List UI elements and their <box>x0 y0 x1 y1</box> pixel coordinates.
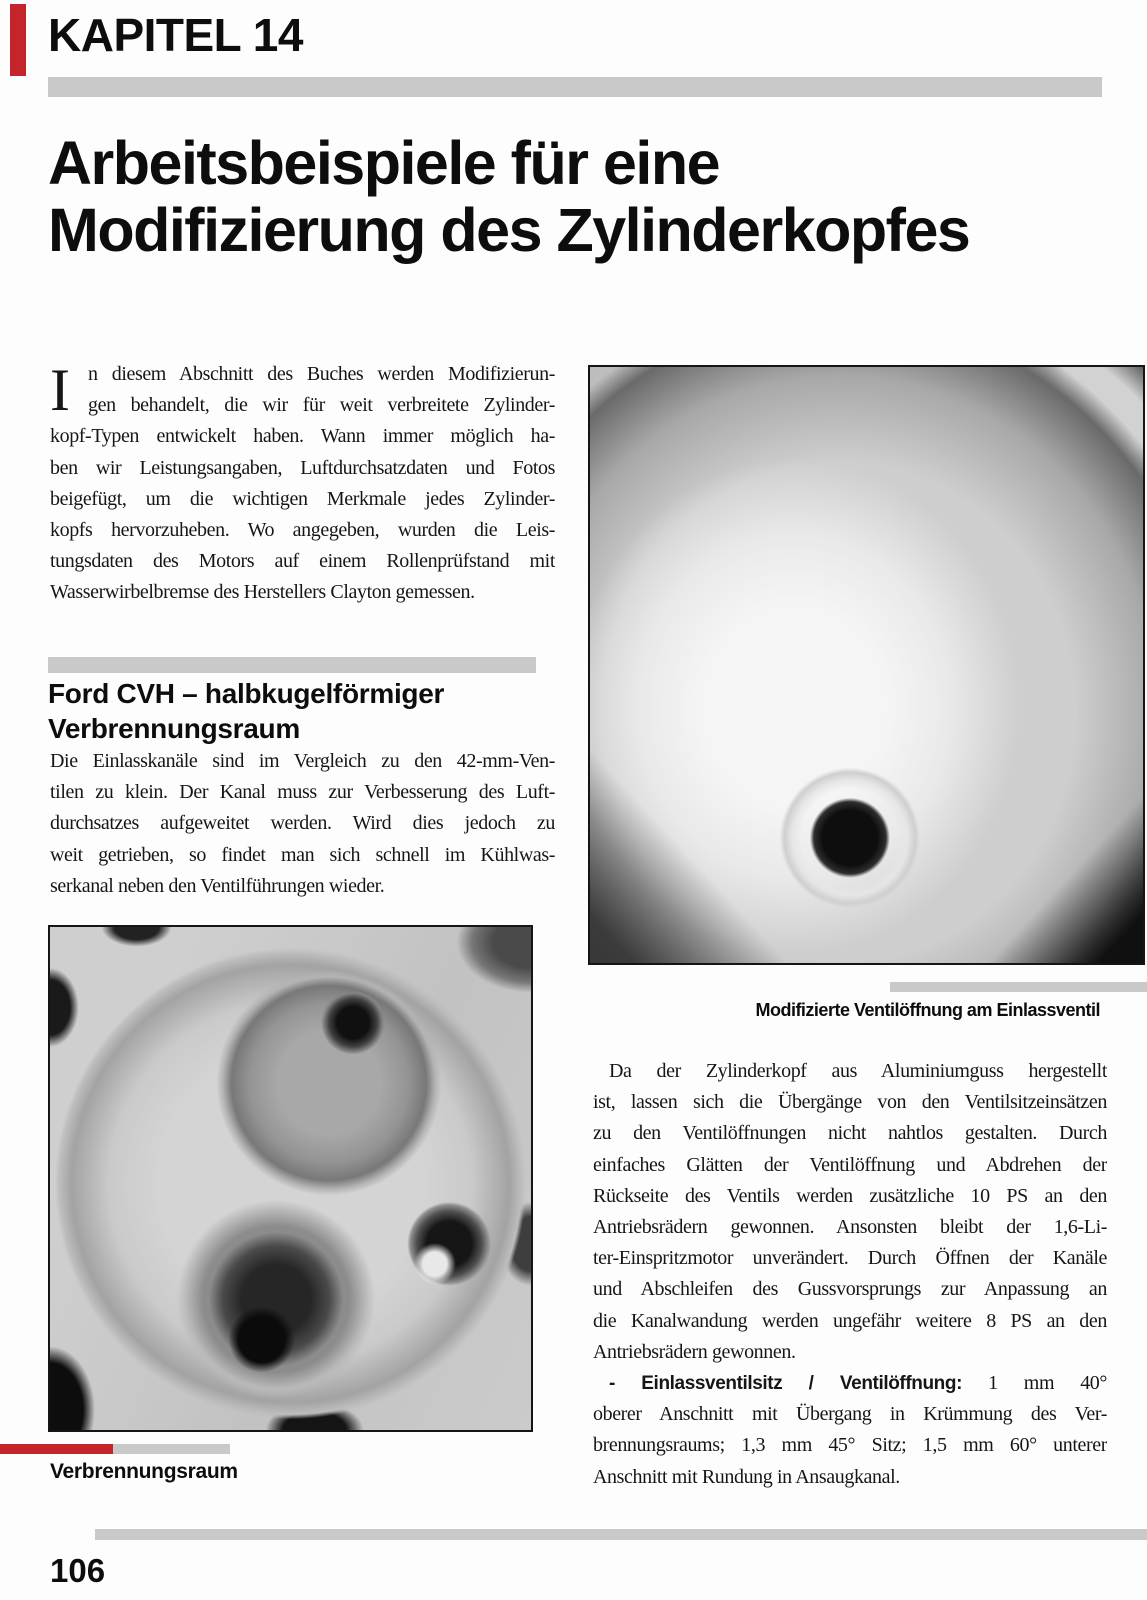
spec-line <box>593 1368 1107 1399</box>
chapter-rule <box>48 77 1102 97</box>
body-line: Da der Zylinderkopf aus Aluminiumguss hergestellt <box>609 1060 1107 1082</box>
spec-label: - Einlassventilsitz / Ventilöffnung: <box>609 1373 963 1395</box>
intro-paragraph <box>50 359 555 609</box>
body-line: Anschnitt mit Rundung in Ansaugkanal. <box>593 1465 900 1488</box>
body-line: oberer Anschnitt mit Übergang in Krümmung des Ver- <box>593 1403 1107 1426</box>
footer-rule <box>95 1529 1147 1540</box>
body-line: Rückseite des Ventils werden zusätzliche 10 PS an den <box>593 1184 1107 1207</box>
page-title-line2: Modifizierung des Zylinderkopfes <box>48 196 970 264</box>
section-heading-line1: Ford CVH – halbkugelförmiger <box>48 678 445 709</box>
body-line: einfaches Glätten der Ventilöffnung und Abdrehen der <box>593 1153 1107 1176</box>
body-line: und Abschleifen des Gussvorsprungs zur Anpassung an <box>593 1278 1107 1301</box>
intro-line: gen behandelt, die wir für weit verbreitete Zylinder- <box>88 394 555 417</box>
right-photo-caption: Modifizierte Ventilöffnung am Einlassventil <box>755 1000 1100 1020</box>
right-column <box>593 1056 1107 1493</box>
section-line: tilen zu klein. Der Kanal muss zur Verbesserung des Luft- <box>50 781 555 804</box>
section-line: durchsatzes aufgeweitet werden. Wird dies jedoch zu <box>50 812 555 835</box>
left-caption-accent-bar <box>0 1444 113 1454</box>
section-paragraph <box>50 746 555 902</box>
drop-cap: I <box>50 357 70 423</box>
intro-line: kopfs hervorzuheben. Wo angegeben, wurden die Leis- <box>50 519 555 542</box>
left-caption-rule <box>113 1444 230 1454</box>
section-heading <box>48 676 444 746</box>
section-heading-line2: Verbrennungsraum <box>48 713 300 744</box>
section-rule <box>48 657 536 673</box>
intro-line: kopf-Typen entwickelt haben. Wann immer möglich ha- <box>50 425 555 448</box>
body-line: Antriebsrädern gewonnen. Ansonsten bleibt der 1,6-Li- <box>593 1216 1107 1239</box>
intro-line: ben wir Leistungsangaben, Luftdurchsatzdaten und Fotos <box>50 456 555 479</box>
intro-line: n diesem Abschnitt des Buches werden Modifizierun- <box>88 363 555 385</box>
left-photo-caption: Verbrennungsraum <box>50 1460 238 1483</box>
page-title-line1: Arbeitsbeispiele für eine <box>48 129 719 197</box>
page-title <box>48 130 1108 264</box>
body-line: ter-Einspritzmotor unverändert. Durch Öffnen der Kanäle <box>593 1247 1107 1270</box>
body-line: brennungsraums; 1,3 mm 45° Sitz; 1,5 mm 60° unterer <box>593 1434 1107 1457</box>
page-number: 106 <box>50 1552 106 1589</box>
body-line: Antriebsrädern gewonnen. <box>593 1340 796 1363</box>
spec-value: 1 mm 40° <box>988 1372 1107 1395</box>
intro-line: Wasserwirbelbremse des Herstellers Clayton gemessen. <box>50 581 475 604</box>
section-line: serkanal neben den Ventilführungen wieder. <box>50 874 385 897</box>
section-line: Die Einlasskanäle sind im Vergleich zu den 42-mm-Ven- <box>50 750 555 772</box>
section-line: weit getrieben, so findet man sich schnell im Kühlwas- <box>50 843 555 866</box>
chapter-kicker: KAPITEL 14 <box>48 9 303 61</box>
chapter-accent-bar <box>10 4 26 76</box>
body-line: ist, lassen sich die Übergänge von den Ventilsitzeinsätzen <box>593 1091 1107 1114</box>
valve-opening-photo <box>588 365 1145 965</box>
right-caption-rule <box>890 982 1147 992</box>
combustion-chamber-photo <box>48 925 533 1432</box>
body-line: die Kanalwandung werden ungefähr weitere 8 PS an den <box>593 1309 1107 1332</box>
intro-line: beigefügt, um die wichtigen Merkmale jedes Zylinder- <box>50 487 555 510</box>
body-line: zu den Ventilöffnungen nicht nahtlos gestalten. Durch <box>593 1122 1107 1145</box>
intro-line: tungsdaten des Motors auf einem Rollenprüfstand mit <box>50 550 555 573</box>
